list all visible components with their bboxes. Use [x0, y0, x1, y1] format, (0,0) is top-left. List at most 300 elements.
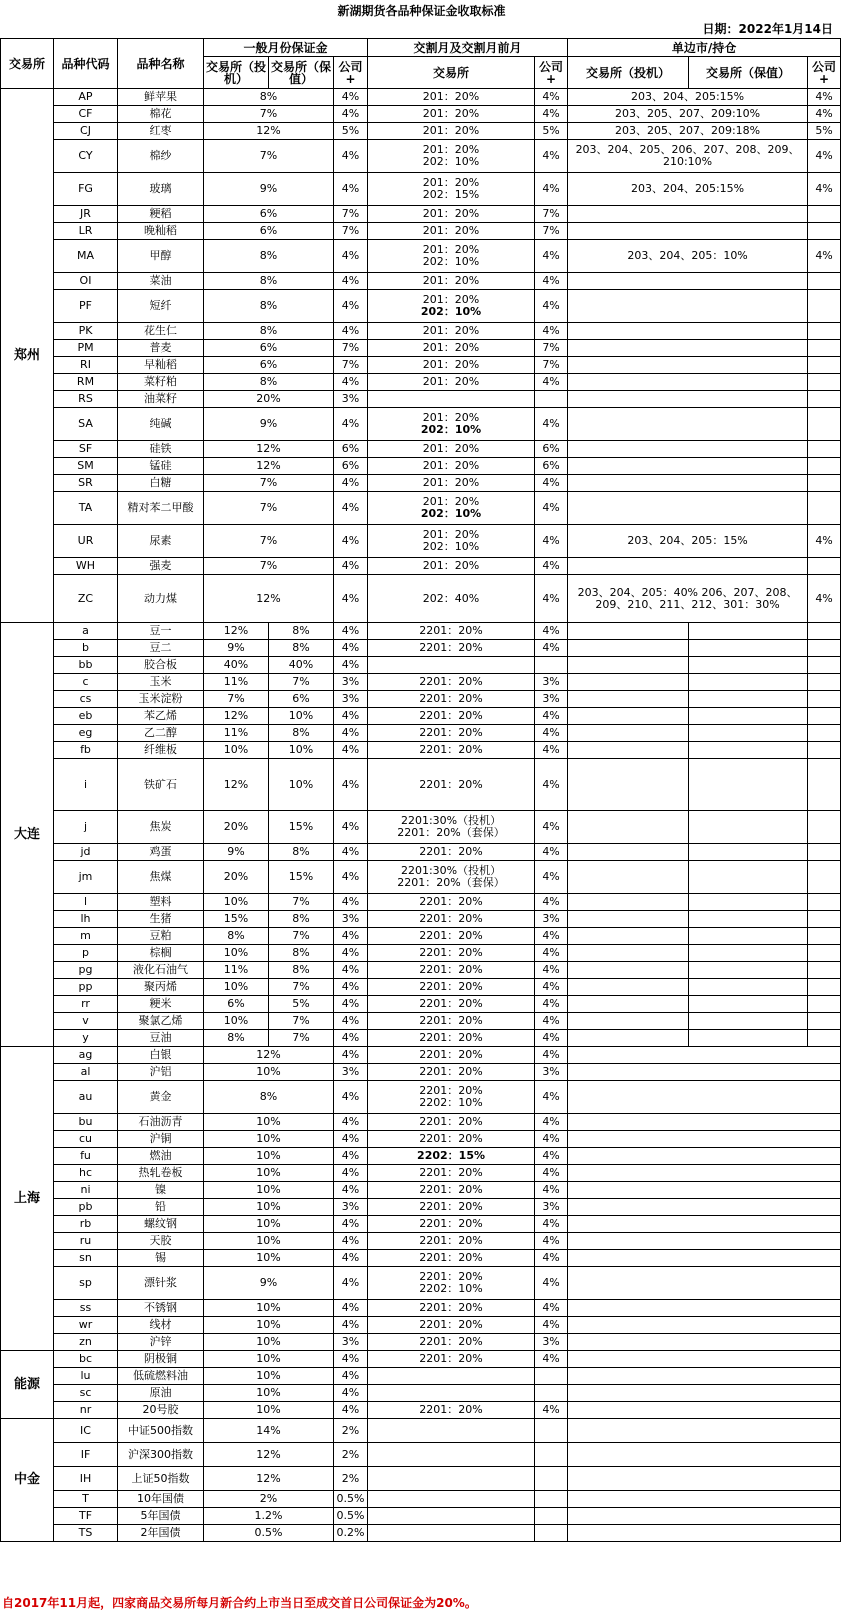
product-name: 生猪: [118, 911, 204, 928]
product-name: 鸡蛋: [118, 844, 204, 861]
table-row: [1, 1047, 841, 1064]
product-code: CJ: [54, 123, 118, 140]
product-code: SF: [54, 441, 118, 458]
delivery-exch-margin: [368, 1047, 535, 1064]
general-exch-spec: 11%: [204, 962, 269, 979]
general-exch-hedge: 7%: [269, 1013, 334, 1030]
general-exch-margin: 2%: [204, 1491, 334, 1508]
unilateral-exch-spec: [568, 928, 689, 945]
delivery-line: 2201：20%: [419, 963, 483, 976]
product-name: 油菜籽: [118, 391, 204, 408]
general-exch-hedge: 10%: [269, 742, 334, 759]
unilateral-company-plus: [808, 725, 841, 742]
general-exch-margin: 12%: [204, 575, 334, 623]
unilateral-company-plus: [808, 357, 841, 374]
product-name: 焦煤: [118, 861, 204, 894]
delivery-line: 201：20%: [422, 107, 480, 120]
delivery-line: 2202：15%: [417, 1149, 485, 1162]
general-exch-spec: 6%: [204, 996, 269, 1013]
unilateral-exch-hedge: [689, 979, 808, 996]
delivery-company-plus: 4%: [535, 558, 568, 575]
delivery-exch-margin: [368, 742, 535, 759]
unilateral-company-plus: [808, 391, 841, 408]
product-code: c: [54, 674, 118, 691]
delivery-exch-margin: [368, 911, 535, 928]
general-company-plus: 4%: [334, 979, 368, 996]
general-company-plus: 2%: [334, 1467, 368, 1491]
unilateral-exch-hedge: [689, 911, 808, 928]
general-exch-margin: 12%: [204, 441, 334, 458]
delivery-company-plus: 4%: [535, 1013, 568, 1030]
table-row: [1, 374, 841, 391]
table-row: [1, 759, 841, 811]
general-exch-spec: 10%: [204, 894, 269, 911]
unilateral-company-plus: [808, 928, 841, 945]
delivery-company-plus: 4%: [535, 323, 568, 340]
unilateral-company-plus: 4%: [808, 173, 841, 206]
delivery-exch-margin: [368, 492, 535, 525]
general-exch-margin: 0.5%: [204, 1525, 334, 1542]
unilateral-exch-margin: [568, 1131, 841, 1148]
table-row: [1, 106, 841, 123]
general-company-plus: 4%: [334, 575, 368, 623]
general-company-plus: 4%: [334, 1300, 368, 1317]
header-name: 品种名称: [118, 39, 204, 89]
general-company-plus: 4%: [334, 894, 368, 911]
product-code: lh: [54, 911, 118, 928]
table-row: [1, 945, 841, 962]
delivery-exch-margin: [368, 1419, 535, 1443]
delivery-exch-margin: [368, 340, 535, 357]
delivery-company-plus: 4%: [535, 374, 568, 391]
general-exch-margin: 8%: [204, 89, 334, 106]
table-row: [1, 1525, 841, 1542]
delivery-company-plus: 3%: [535, 1064, 568, 1081]
product-code: ag: [54, 1047, 118, 1064]
general-company-plus: 3%: [334, 391, 368, 408]
general-company-plus: 4%: [334, 928, 368, 945]
header-uni-company: 公司+: [808, 57, 841, 89]
delivery-company-plus: 4%: [535, 1131, 568, 1148]
table-row: [1, 441, 841, 458]
delivery-company-plus: 4%: [535, 273, 568, 290]
product-code: ZC: [54, 575, 118, 623]
unilateral-exch-margin: [568, 558, 808, 575]
product-code: CF: [54, 106, 118, 123]
general-exch-margin: 7%: [204, 475, 334, 492]
general-company-plus: 3%: [334, 674, 368, 691]
unilateral-exch-margin: [568, 1402, 841, 1419]
delivery-company-plus: [535, 1491, 568, 1508]
product-code: SR: [54, 475, 118, 492]
general-exch-spec: 7%: [204, 691, 269, 708]
unilateral-exch-spec: [568, 708, 689, 725]
product-code: jd: [54, 844, 118, 861]
general-exch-margin: 7%: [204, 525, 334, 558]
unilateral-exch-hedge: [689, 894, 808, 911]
header-delivery: 交割月及交割月前月: [368, 39, 568, 57]
product-name: 线材: [118, 1317, 204, 1334]
delivery-exch-margin: [368, 1317, 535, 1334]
product-name: 漂针浆: [118, 1267, 204, 1300]
unilateral-exch-hedge: [689, 725, 808, 742]
delivery-line: 2201：20%: [419, 845, 483, 858]
delivery-company-plus: [535, 657, 568, 674]
delivery-line: 2201：20%: [419, 1014, 483, 1027]
delivery-company-plus: 4%: [535, 475, 568, 492]
delivery-line: 201：20%: [422, 442, 480, 455]
table-row: [1, 1334, 841, 1351]
general-exch-margin: 10%: [204, 1250, 334, 1267]
delivery-line: 2201:30%（投机）: [400, 864, 502, 877]
unilateral-company-plus: [808, 691, 841, 708]
delivery-company-plus: 4%: [535, 640, 568, 657]
general-company-plus: 3%: [334, 1199, 368, 1216]
unilateral-exch-margin: [568, 441, 808, 458]
delivery-line: 2201:30%（投机）: [400, 814, 502, 827]
general-exch-hedge: 6%: [269, 691, 334, 708]
delivery-exch-margin: [368, 1385, 535, 1402]
delivery-exch-margin: [368, 1443, 535, 1467]
delivery-company-plus: 7%: [535, 340, 568, 357]
product-name: 镍: [118, 1182, 204, 1199]
product-name: 中证500指数: [118, 1419, 204, 1443]
delivery-company-plus: 4%: [535, 979, 568, 996]
product-code: sc: [54, 1385, 118, 1402]
delivery-exch-margin: [368, 811, 535, 844]
unilateral-exch-hedge: [689, 742, 808, 759]
general-company-plus: 4%: [334, 657, 368, 674]
unilateral-company-plus: [808, 1030, 841, 1047]
table-row: [1, 1148, 841, 1165]
delivery-company-plus: 6%: [535, 441, 568, 458]
delivery-line: 202：10%: [422, 255, 480, 268]
general-exch-margin: 10%: [204, 1148, 334, 1165]
general-company-plus: 4%: [334, 844, 368, 861]
table-row: [1, 1385, 841, 1402]
unilateral-exch-margin: [568, 1351, 841, 1368]
delivery-line: 2201：20%: [419, 1301, 483, 1314]
general-exch-margin: 10%: [204, 1114, 334, 1131]
general-company-plus: 0.5%: [334, 1508, 368, 1525]
delivery-company-plus: 4%: [535, 928, 568, 945]
delivery-line: 201：20%: [422, 90, 480, 103]
unilateral-exch-spec: [568, 640, 689, 657]
product-name: 菜油: [118, 273, 204, 290]
delivery-exch-margin: [368, 1233, 535, 1250]
delivery-company-plus: 4%: [535, 1148, 568, 1165]
unilateral-company-plus: [808, 996, 841, 1013]
general-company-plus: 4%: [334, 273, 368, 290]
product-name: 乙二醇: [118, 725, 204, 742]
delivery-company-plus: 4%: [535, 140, 568, 173]
delivery-company-plus: 3%: [535, 911, 568, 928]
general-company-plus: 4%: [334, 1267, 368, 1300]
product-name: 棉纱: [118, 140, 204, 173]
general-exch-hedge: 7%: [269, 1030, 334, 1047]
product-name: 豆油: [118, 1030, 204, 1047]
unilateral-exch-spec: [568, 623, 689, 640]
table-row: [1, 1300, 841, 1317]
unilateral-exch-margin: [568, 1267, 841, 1300]
general-company-plus: 4%: [334, 1081, 368, 1114]
general-company-plus: 4%: [334, 759, 368, 811]
unilateral-exch-margin: [568, 1064, 841, 1081]
product-code: j: [54, 811, 118, 844]
general-exch-margin: 8%: [204, 323, 334, 340]
table-row: [1, 323, 841, 340]
delivery-line: 2201：20%: [419, 1166, 483, 1179]
delivery-company-plus: 4%: [535, 894, 568, 911]
delivery-line: 201：20%: [422, 358, 480, 371]
delivery-line: 2201：20%: [419, 743, 483, 756]
product-name: 燃油: [118, 1148, 204, 1165]
unilateral-company-plus: [808, 558, 841, 575]
unilateral-company-plus: [808, 323, 841, 340]
product-code: FG: [54, 173, 118, 206]
product-name: 沪铜: [118, 1131, 204, 1148]
header-delivery-company: 公司+: [535, 57, 568, 89]
unilateral-exch-margin: [568, 1317, 841, 1334]
delivery-company-plus: 4%: [535, 742, 568, 759]
table-row: [1, 811, 841, 844]
product-code: hc: [54, 1165, 118, 1182]
product-code: y: [54, 1030, 118, 1047]
table-row: [1, 691, 841, 708]
delivery-exch-margin: [368, 1114, 535, 1131]
product-code: OI: [54, 273, 118, 290]
delivery-company-plus: 4%: [535, 106, 568, 123]
general-exch-hedge: 8%: [269, 623, 334, 640]
delivery-exch-margin: [368, 206, 535, 223]
delivery-line: 2201：20%: [419, 1352, 483, 1365]
product-name: 焦炭: [118, 811, 204, 844]
unilateral-company-plus: [808, 657, 841, 674]
product-name: 锡: [118, 1250, 204, 1267]
unilateral-exch-margin: [568, 273, 808, 290]
unilateral-exch-margin: [568, 475, 808, 492]
product-code: RI: [54, 357, 118, 374]
unilateral-company-plus: [808, 811, 841, 844]
delivery-exch-margin: [368, 1467, 535, 1491]
delivery-company-plus: [535, 1385, 568, 1402]
general-exch-hedge: 10%: [269, 759, 334, 811]
product-code: bu: [54, 1114, 118, 1131]
unilateral-company-plus: 5%: [808, 123, 841, 140]
product-name: 塑料: [118, 894, 204, 911]
general-company-plus: 2%: [334, 1443, 368, 1467]
general-exch-margin: 6%: [204, 340, 334, 357]
delivery-company-plus: 4%: [535, 89, 568, 106]
table-row: [1, 408, 841, 441]
general-company-plus: 4%: [334, 996, 368, 1013]
table-row: [1, 357, 841, 374]
unilateral-exch-margin: 203、204、205：10%: [568, 240, 808, 273]
table-row: [1, 1368, 841, 1385]
delivery-line: 2201：20%: [419, 1065, 483, 1078]
delivery-company-plus: [535, 1443, 568, 1467]
general-exch-margin: 12%: [204, 458, 334, 475]
product-code: IF: [54, 1443, 118, 1467]
unilateral-company-plus: [808, 441, 841, 458]
general-company-plus: 4%: [334, 861, 368, 894]
table-row: [1, 273, 841, 290]
delivery-company-plus: 4%: [535, 708, 568, 725]
unilateral-company-plus: [808, 273, 841, 290]
general-company-plus: 0.5%: [334, 1491, 368, 1508]
table-row: [1, 458, 841, 475]
delivery-company-plus: [535, 1467, 568, 1491]
delivery-company-plus: 4%: [535, 1081, 568, 1114]
delivery-line: 2201：20%: [419, 997, 483, 1010]
general-exch-margin: 8%: [204, 1081, 334, 1114]
unilateral-exch-margin: 203、204、205：15%: [568, 525, 808, 558]
unilateral-exch-margin: 203、204、205、206、207、208、209、210:10%: [568, 140, 808, 173]
general-company-plus: 4%: [334, 1013, 368, 1030]
delivery-company-plus: 4%: [535, 844, 568, 861]
general-exch-margin: 10%: [204, 1300, 334, 1317]
unilateral-exch-margin: [568, 1250, 841, 1267]
product-code: eb: [54, 708, 118, 725]
unilateral-exch-hedge: [689, 811, 808, 844]
general-company-plus: 4%: [334, 1131, 368, 1148]
general-exch-margin: 12%: [204, 1467, 334, 1491]
general-company-plus: 4%: [334, 640, 368, 657]
delivery-line: 2202：10%: [419, 1282, 483, 1295]
general-exch-margin: 10%: [204, 1064, 334, 1081]
unilateral-exch-spec: [568, 811, 689, 844]
product-name: 玉米: [118, 674, 204, 691]
table-row: [1, 1114, 841, 1131]
delivery-company-plus: 4%: [535, 1317, 568, 1334]
table-row: [1, 340, 841, 357]
delivery-company-plus: 4%: [535, 725, 568, 742]
general-exch-spec: 9%: [204, 844, 269, 861]
table-row: [1, 1216, 841, 1233]
table-row: [1, 1267, 841, 1300]
general-exch-margin: 10%: [204, 1351, 334, 1368]
delivery-exch-margin: [368, 441, 535, 458]
exchange-name: 能源: [1, 1351, 54, 1419]
unilateral-exch-spec: [568, 725, 689, 742]
table-row: [1, 623, 841, 640]
general-exch-margin: 6%: [204, 206, 334, 223]
general-exch-hedge: 40%: [269, 657, 334, 674]
delivery-exch-margin: [368, 458, 535, 475]
general-exch-spec: 8%: [204, 928, 269, 945]
product-code: b: [54, 640, 118, 657]
delivery-company-plus: 4%: [535, 1047, 568, 1064]
header-delivery-exch: 交易所: [368, 57, 535, 89]
general-exch-spec: 20%: [204, 811, 269, 844]
table-row: [1, 962, 841, 979]
general-exch-hedge: 8%: [269, 945, 334, 962]
product-name: 原油: [118, 1385, 204, 1402]
unilateral-exch-margin: [568, 1182, 841, 1199]
delivery-exch-margin: [368, 1030, 535, 1047]
product-code: sp: [54, 1267, 118, 1300]
general-exch-hedge: 8%: [269, 725, 334, 742]
product-code: UR: [54, 525, 118, 558]
delivery-line: 202：40%: [422, 591, 480, 605]
unilateral-company-plus: [808, 945, 841, 962]
delivery-company-plus: 4%: [535, 962, 568, 979]
delivery-exch-margin: [368, 290, 535, 323]
delivery-company-plus: [535, 1525, 568, 1542]
unilateral-exch-margin: [568, 1368, 841, 1385]
delivery-company-plus: 4%: [535, 759, 568, 811]
product-code: au: [54, 1081, 118, 1114]
product-name: 聚丙烯: [118, 979, 204, 996]
unilateral-exch-margin: [568, 391, 808, 408]
product-name: 花生仁: [118, 323, 204, 340]
table-row: [1, 1182, 841, 1199]
delivery-company-plus: 6%: [535, 458, 568, 475]
unilateral-exch-spec: [568, 911, 689, 928]
table-row: [1, 1081, 841, 1114]
general-company-plus: 7%: [334, 340, 368, 357]
general-company-plus: 4%: [334, 962, 368, 979]
table-row: [1, 708, 841, 725]
unilateral-company-plus: 4%: [808, 525, 841, 558]
delivery-exch-margin: [368, 106, 535, 123]
product-name: 上证50指数: [118, 1467, 204, 1491]
product-name: 沪深300指数: [118, 1443, 204, 1467]
delivery-company-plus: 4%: [535, 1233, 568, 1250]
product-code: RM: [54, 374, 118, 391]
product-code: pg: [54, 962, 118, 979]
general-company-plus: 4%: [334, 811, 368, 844]
unilateral-company-plus: [808, 223, 841, 240]
general-exch-margin: 9%: [204, 173, 334, 206]
table-row: [1, 894, 841, 911]
general-company-plus: 4%: [334, 1182, 368, 1199]
general-company-plus: 6%: [334, 458, 368, 475]
general-company-plus: 4%: [334, 140, 368, 173]
table-row: [1, 928, 841, 945]
table-row: [1, 123, 841, 140]
unilateral-company-plus: 4%: [808, 106, 841, 123]
delivery-company-plus: 4%: [535, 1402, 568, 1419]
delivery-company-plus: [535, 391, 568, 408]
delivery-company-plus: 4%: [535, 240, 568, 273]
general-company-plus: 4%: [334, 742, 368, 759]
general-exch-margin: 10%: [204, 1402, 334, 1419]
product-code: MA: [54, 240, 118, 273]
delivery-company-plus: 4%: [535, 1267, 568, 1300]
delivery-line: 2201：20%: [419, 1234, 483, 1247]
delivery-line: 2201：20%（套保）: [397, 876, 505, 889]
general-exch-margin: 20%: [204, 391, 334, 408]
exchange-name: 郑州: [1, 89, 54, 623]
product-name: 5年国债: [118, 1508, 204, 1525]
unilateral-exch-spec: [568, 979, 689, 996]
product-name: 沪铝: [118, 1064, 204, 1081]
delivery-exch-margin: [368, 674, 535, 691]
product-code: PF: [54, 290, 118, 323]
table-row: [1, 1402, 841, 1419]
delivery-line: 2201：20%: [419, 709, 483, 722]
unilateral-exch-spec: [568, 1013, 689, 1030]
unilateral-exch-hedge: [689, 674, 808, 691]
product-code: rb: [54, 1216, 118, 1233]
report-date: 日期：2022年1月14日: [702, 22, 833, 36]
product-name: 粳稻: [118, 206, 204, 223]
unilateral-exch-spec: [568, 657, 689, 674]
delivery-exch-margin: [368, 1148, 535, 1165]
delivery-exch-margin: [368, 1267, 535, 1300]
table-row: [1, 1013, 841, 1030]
